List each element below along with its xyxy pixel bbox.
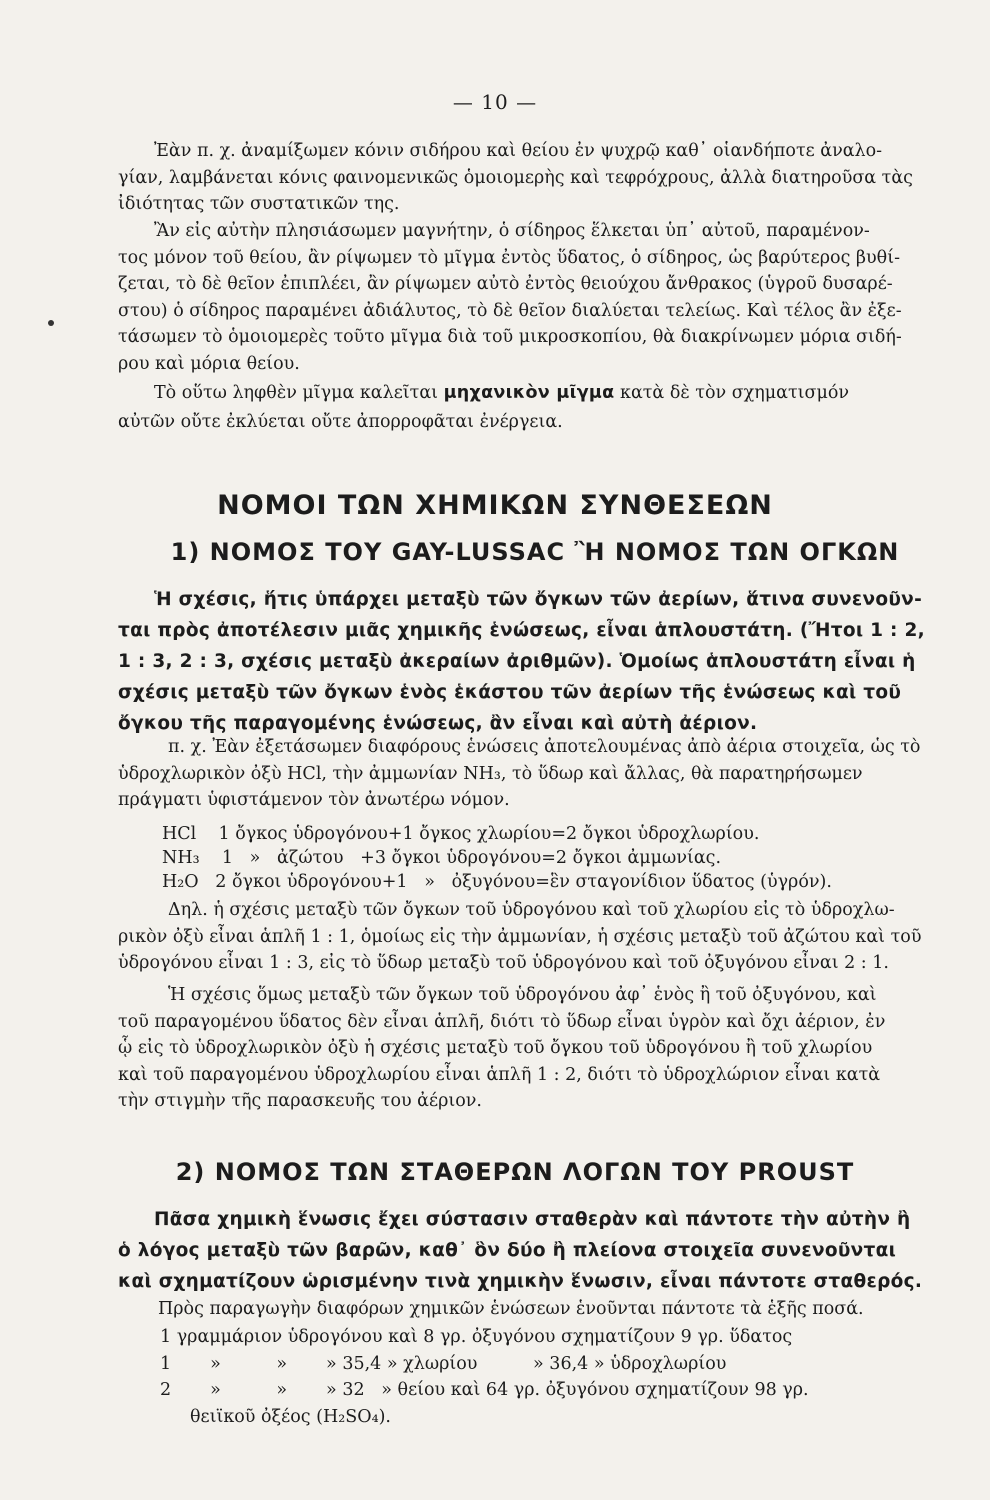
text-line: Πρὸς παραγωγὴν διαφόρων χημικῶν ἑνώσεων ἑνοῦνται πάντοτε τὰ ἑξῆς ποσά.	[158, 1299, 864, 1319]
text-line	[118, 378, 973, 409]
paragraph-separation	[118, 218, 973, 378]
text-line: στου) ὁ σίδηρος παραμένει ἀδιάλυτος, τὸ δὲ θεῖον διαλύεται τελείως. Καὶ τέλος ἂν ἐξε-	[118, 300, 902, 321]
text-line: αὐτῶν οὔτε ἐκλύεται οὔτε ἀπορροφᾶται ἐνέργεια.	[118, 412, 563, 432]
text-line: τος μόνον τοῦ θείου, ἂν ρίψωμεν τὸ μῖγμα ἐντὸς ὕδατος, ὁ σίδηρος, ὡς βαρύτερος βυθί-	[118, 247, 900, 268]
amount-line: 1 γραμμάριον ὑδρογόνου καὶ 8 γρ. ὀξυγόνου σχηματίζουν 9 γρ. ὕδατος	[160, 1327, 793, 1347]
amount-line: 1 » » » 35,4 » χλωρίου » 36,4 » ὑδροχλωρίου	[160, 1353, 727, 1374]
paragraph-examples	[118, 734, 973, 814]
text-line: ζεται, τὸ δὲ θεῖον ἐπιπλέει, ἂν ρίψωμεν αὐτὸ ἐντὸς θειούχου ἄνθρακος (ὑγροῦ δυσαρέ-	[118, 274, 893, 295]
text-line: π. χ. Ἐὰν ἐξετάσωμεν διαφόρους ἑνώσεις ἀποτελουμένας ἀπὸ ἀέρια στοιχεῖα, ὡς τὸ	[168, 737, 921, 757]
text-line: καὶ τοῦ παραγομένου ὑδροχλωρίου εἶναι ἁπλῆ 1 : 2, διότι τὸ ὑδροχλώριον εἶναι κατὰ	[118, 1064, 881, 1085]
law-statement-proust	[118, 1204, 973, 1297]
text-line: ρικὸν ὀξὺ εἶναι ἁπλῆ 1 : 1, ὁμοίως εἰς τὴν ἀμμωνίαν, ἡ σχέσις μεταξὺ τοῦ ἀζώτου καὶ τοῦ	[118, 926, 922, 947]
text-line: ἰδιότητας τῶν συστατικῶν της.	[118, 194, 400, 215]
paragraph-proust-intro	[118, 1296, 973, 1323]
reaction-line: NH₃ 1 » ἀζώτου +3 ὄγκοι ὑδρογόνου=2 ὄγκοι ἀμμωνίας.	[162, 848, 722, 868]
subsection-heading-proust: 2) ΝΟΜΟΣ ΤΩΝ ΣΤΑΘΕΡΩΝ ΛΟΓΩΝ ΤΟΥ PROUST	[175, 1158, 855, 1186]
reaction-line: H₂O 2 ὄγκοι ὑδρογόνου+1 » ὀξυγόνου=ἓν σταγονίδιον ὕδατος (ὑγρόν).	[162, 872, 832, 892]
text-line: Δηλ. ἡ σχέσις μεταξὺ τῶν ὄγκων τοῦ ὑδρογόνου καὶ τοῦ χλωρίου εἰς τὸ ὑδροχλω-	[168, 900, 895, 920]
text-line: 1 : 3, 2 : 3, σχέσις μεταξὺ ἀκεραίων ἀριθμῶν). Ὁμοίως ἁπλουστάτη εἶναι ἡ	[118, 651, 916, 672]
text-line: τὴν στιγμὴν τῆς παρασκευῆς του ἀέριον.	[118, 1091, 482, 1112]
section-heading: ΝΟΜΟΙ ΤΩΝ ΧΗΜΙΚΩΝ ΣΥΝΘΕΣΕΩΝ	[217, 490, 773, 521]
text-segment: κατὰ δὲ τὸν σχηματισμόν	[614, 383, 849, 403]
text-line: Ἐὰν π. χ. ἀναμίξωμεν κόνιν σιδήρου καὶ θείου ἐν ψυχρῷ καθ᾿ οἱανδήποτε ἀναλο-	[154, 141, 883, 161]
text-line: ὄγκου τῆς παραγομένης ἑνώσεως, ἂν εἶναι καὶ αὐτὴ ἀέριον.	[118, 713, 758, 734]
text-line: ται πρὸς ἀποτέλεσιν μιᾶς χημικῆς ἑνώσεως, εἶναι ἁπλουστάτη. (Ἤτοι 1 : 2,	[118, 620, 925, 641]
paragraph-water-exception	[118, 982, 973, 1115]
paragraph-mixture-example	[118, 138, 973, 218]
text-line: Ἂν εἰς αὐτὴν πλησιάσωμεν μαγνήτην, ὁ σίδηρος ἕλκεται ὑπ᾿ αὐτοῦ, παραμένον-	[154, 221, 870, 241]
text-line: τάσωμεν τὸ ὁμοιομερὲς τοῦτο μῖγμα διὰ τοῦ μικροσκοπίου, θὰ διακρίνωμεν μόρια σιδή-	[118, 327, 902, 348]
text-line: πράγματι ὑφιστάμενον τὸν ἀνωτέρω νόμον.	[118, 790, 510, 811]
text-line: ὑδρογόνου εἶναι 1 : 3, εἰς τὸ ὕδωρ μεταξὺ τοῦ ὑδρογόνου καὶ τοῦ ὀξυγόνου εἶναι 2 : 1.	[118, 953, 889, 974]
subsection-heading-gay-lussac: 1) ΝΟΜΟΣ ΤΟΥ GAY-LUSSAC Ἢ ΝΟΜΟΣ ΤΩΝ ΟΓΚΩΝ	[170, 538, 900, 566]
text-line: ὁ λόγος μεταξὺ τῶν βαρῶν, καθ᾿ ὃν δύο ἢ πλείονα στοιχεῖα συνενοῦνται	[118, 1240, 897, 1261]
page-number: — 10 —	[452, 90, 538, 114]
reaction-list	[162, 822, 832, 894]
text-segment: Τὸ οὕτω ληφθὲν μῖγμα καλεῖται	[154, 383, 444, 403]
text-line: Ἡ σχέσις, ἥτις ὑπάρχει μεταξὺ τῶν ὄγκων τῶν ἀερίων, ἅτινα συνενοῦν-	[154, 589, 923, 610]
text-line: ᾧ εἰς τὸ ὑδροχλωρικὸν ὀξὺ ἡ σχέσις μεταξὺ τοῦ ὄγκου τοῦ ὑδρογόνου ἢ τοῦ χλωρίου	[118, 1038, 873, 1059]
margin-dot	[48, 320, 54, 326]
text-line: καὶ σχηματίζουν ὡρισμένην τινὰ χημικὴν ἕνωσιν, εἶναι πάντοτε σταθερός.	[118, 1271, 923, 1292]
amount-line: 2 » » » 32 » θείου καὶ 64 γρ. ὀξυγόνου σχηματίζουν 98 γρ.	[160, 1380, 809, 1401]
text-line: γίαν, λαμβάνεται κόνις φαινομενικῶς ὁμοιομερὴς καὶ τεφρόχρους, ἀλλὰ διατηροῦσα τὰς	[118, 167, 913, 188]
text-line: ρου καὶ μόρια θείου.	[118, 353, 300, 374]
reaction-line: HCl 1 ὄγκος ὑδρογόνου+1 ὄγκος χλωρίου=2 ὄγκοι ὑδροχλωρίου.	[162, 824, 760, 844]
bold-term: μηχανικὸν μῖγμα	[443, 383, 615, 403]
text-line: ὑδροχλωρικὸν ὀξὺ HCl, τὴν ἀμμωνίαν NH₃, τὸ ὕδωρ καὶ ἄλλας, θὰ παρατηρήσωμεν	[118, 763, 863, 784]
text-line: Ἡ σχέσις ὅμως μεταξὺ τῶν ὄγκων τοῦ ὑδρογόνου ἀφ᾿ ἑνὸς ἢ τοῦ ὀξυγόνου, καὶ	[168, 985, 877, 1005]
text-line: σχέσις μεταξὺ τῶν ὄγκων ἑνὸς ἑκάστου τῶν ἀερίων τῆς ἑνώσεως καὶ τοῦ	[118, 682, 902, 703]
text-line: τοῦ παραγομένου ὕδατος δὲν εἶναι ἁπλῆ, διότι τὸ ὕδωρ εἶναι ὑγρὸν καὶ ὄχι ἀέριον, ἐν	[118, 1011, 886, 1032]
text-line: Πᾶσα χημικὴ ἕνωσις ἔχει σύστασιν σταθερὰν καὶ πάντοτε τὴν αὐτὴν ἢ	[154, 1209, 911, 1230]
paragraph-ratios	[118, 897, 973, 977]
law-statement-gay-lussac	[118, 584, 973, 739]
paragraph-mechanical-mixture	[118, 378, 973, 436]
amounts-list	[160, 1324, 970, 1430]
amount-line: θειϊκοῦ ὀξέος (H₂SO₄).	[190, 1406, 391, 1427]
